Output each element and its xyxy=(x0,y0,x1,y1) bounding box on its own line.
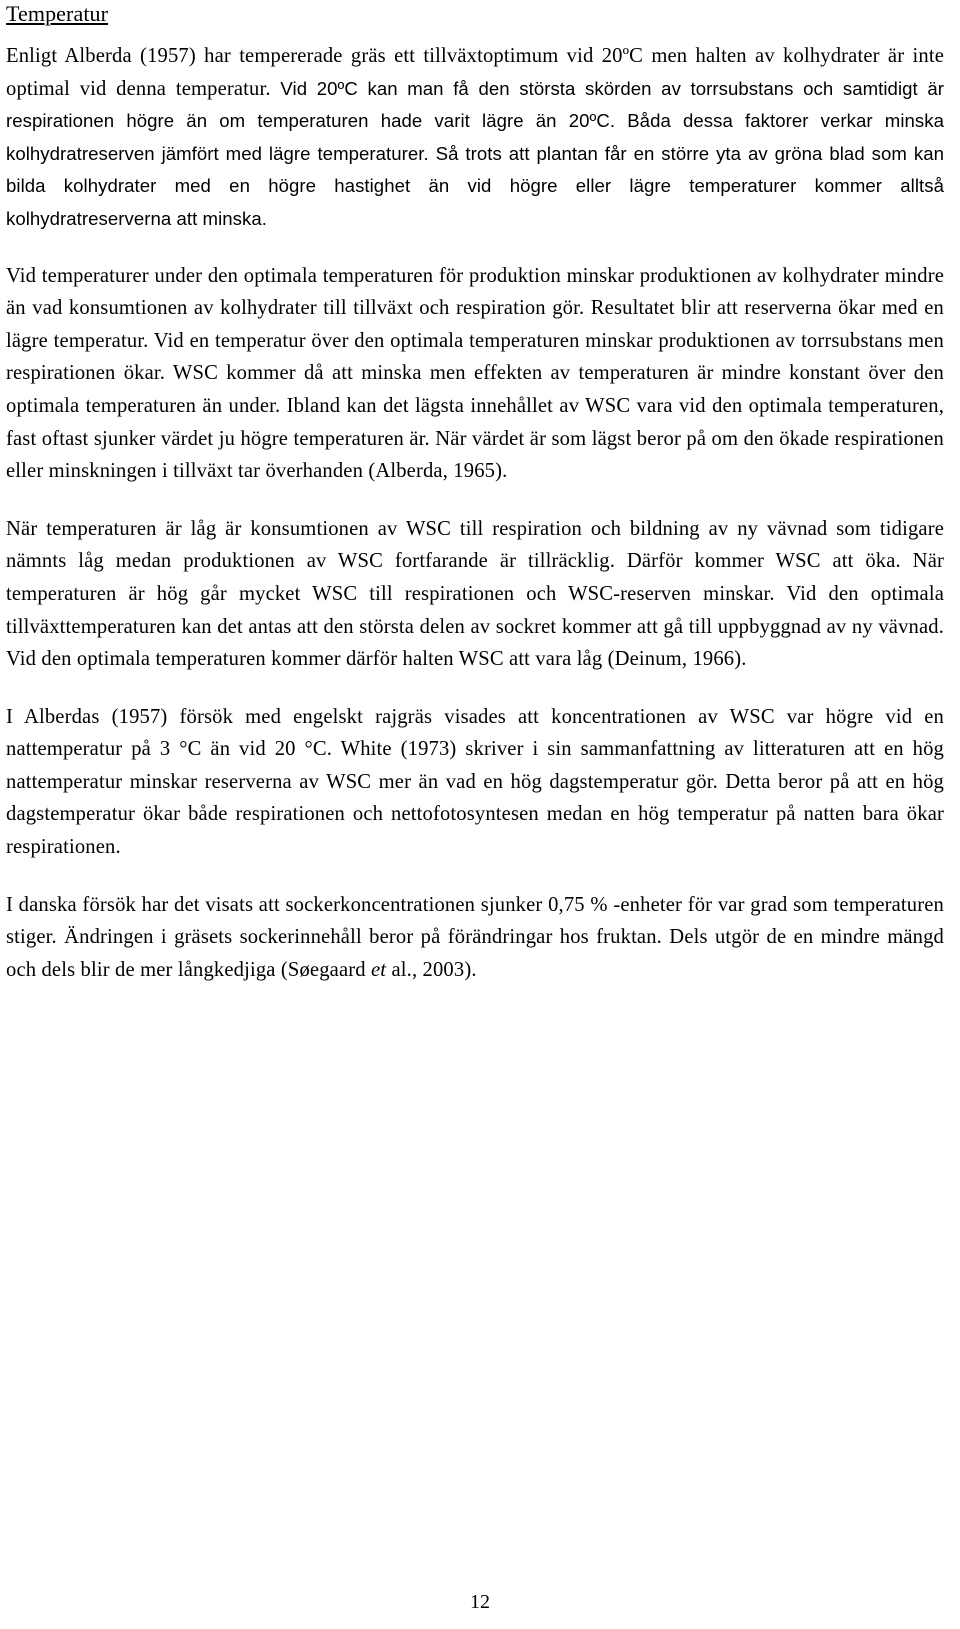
section-heading: Temperatur xyxy=(6,1,109,26)
paragraph-1 xyxy=(6,40,944,236)
paragraph-2: Vid temperaturer under den optimala temperaturen för produktion minskar produktionen av kolhydrater mindre än vad konsumtionen av kolhydrater till tillväxt och respiration gör. Resultatet blir att reserverna ökar med en lägre temperatur. Vid en temperatur över den optimala temperaturen minskar produktionen av torrsubstans men respirationen ökar. WSC kommer då att minska men effekten av temperaturen är mindre konstant över den optimala temperaturen än under. Ibland kan det lägsta innehållet av WSC vara vid den optimala temperaturen, fast oftast sjunker värdet ju högre temperaturen är. När värdet är som lägst beror på om den ökade respirationen eller minskningen i tillväxt tar överhanden (Alberda, 1965). xyxy=(6,264,944,483)
page-number: 12 xyxy=(470,1591,490,1613)
paragraph-5-tail: al., 2003). xyxy=(386,958,477,981)
paragraph-5-italic: et xyxy=(371,958,387,981)
paragraph-5-main: I danska försök har det visats att sockerkoncentrationen sjunker 0,75 % -enheter för var grad som temperaturen stiger. Ändringen i gräsets sockerinnehåll beror på förändringar hos fruktan. Dels utgör de en mindre mängd och dels blir de mer långkedjiga (Søegaard xyxy=(6,893,944,981)
paragraph-4: I Alberdas (1957) försök med engelskt rajgräs visades att koncentrationen av WSC var högre vid en nattemperatur på 3 °C än vid 20 °C. White (1973) skriver i sin sammanfattning av litteraturen att en hög nattemperatur minskar reserverna av WSC mer än vad en hög dagstemperatur gör. Detta beror på att en hög dagstemperatur ökar både respirationen och nettofotosyntesen medan en hög temperatur på natten bara ökar respirationen. xyxy=(6,705,944,859)
document-page xyxy=(6,0,944,986)
paragraph-1-rest: Vid 20ºC kan man få den största skörden av torrsubstans och samtidigt är respirationen högre än om temperaturen hade varit lägre än 20ºC. Båda dessa faktorer verkar minska kolhydratreserven jämfört med lägre temperaturer. Så trots att plantan får en större yta av gröna blad som kan bilda kolhydrater med en högre hastighet än vid högre eller lägre temperaturer kommer alltså kolhydratreserverna att minska. xyxy=(6,77,945,229)
paragraph-3: När temperaturen är låg är konsumtionen av WSC till respiration och bildning av ny vävnad som tidigare nämnts låg medan produktionen av WSC fortfarande är tillräcklig. Därför kommer WSC att öka. När temperaturen är hög går mycket WSC till respirationen och WSC-reserven minskar. Vid den optimala tillväxttemperaturen kan det antas att den största delen av sockret kommer att gå till uppbyggnad av ny vävnad. Vid den optimala temperaturen kommer därför halten WSC att vara låg (Deinum, 1966). xyxy=(6,517,944,671)
paragraph-5 xyxy=(6,889,944,987)
paragraph-1-start: Enligt Alberda (1957) har tempererade gräs ett tillväxtoptimum vid 20ºC men halten av kolhydrater är inte optimal vid denna temperatur. xyxy=(6,45,944,100)
